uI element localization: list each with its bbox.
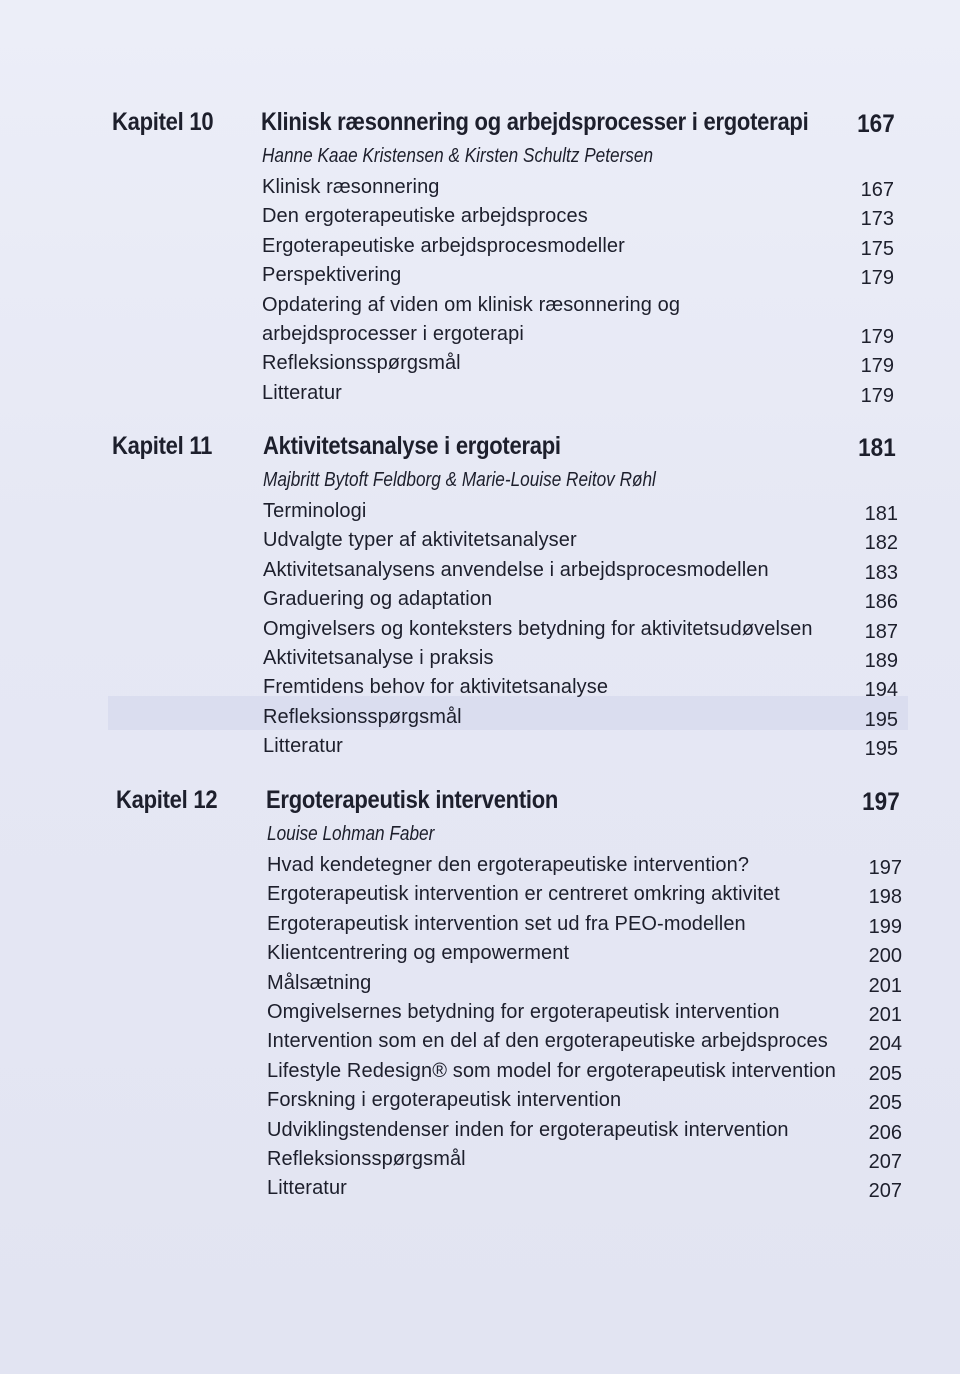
toc-entry bbox=[0, 523, 960, 555]
entry-page-number: 183 bbox=[864, 561, 898, 584]
chapter-title: Klinisk ræsonnering og arbejdsprocesser i ergoterapi bbox=[261, 108, 809, 136]
chapter-label: Kapitel 10 bbox=[112, 108, 214, 136]
entry-title: Litteratur bbox=[263, 735, 343, 758]
entry-page-number: 182 bbox=[864, 532, 898, 555]
toc-entry bbox=[0, 170, 960, 199]
toc-entry bbox=[0, 1054, 960, 1083]
entry-title: Omgivelsers og konteksters betydning for aktivitetsudøvelsen bbox=[263, 617, 813, 640]
entry-page-number: 198 bbox=[868, 886, 902, 909]
entry-title: Graduering og adaptation bbox=[263, 588, 493, 611]
entry-title: Opdatering af viden om klinisk ræsonnering og bbox=[262, 293, 681, 316]
entry-page-number: 204 bbox=[868, 1033, 902, 1056]
toc-entry bbox=[0, 670, 960, 702]
entry-page-number: 207 bbox=[868, 1180, 902, 1203]
entry-title: Perspektivering bbox=[262, 264, 402, 287]
entry-title: Ergoterapeutisk intervention er centreret omkring aktivitet bbox=[267, 883, 780, 906]
toc-entry bbox=[0, 376, 960, 405]
entry-title: Aktivitetsanalysens anvendelse i arbejdsprocesmodellen bbox=[263, 558, 769, 581]
entry-title: Fremtidens behov for aktivitetsanalyse bbox=[263, 676, 609, 699]
entry-page-number: 205 bbox=[868, 1062, 902, 1085]
entry-title: Refleksionsspørgsmål bbox=[263, 705, 462, 728]
toc-entry bbox=[0, 1024, 960, 1056]
entry-page-number: 179 bbox=[860, 355, 894, 378]
toc-entry bbox=[0, 288, 960, 317]
entry-title: Forskning i ergoterapeutisk intervention bbox=[267, 1089, 622, 1112]
entry-page-number: 195 bbox=[864, 708, 898, 731]
toc-entry bbox=[0, 907, 960, 936]
entry-page-number: 187 bbox=[864, 620, 898, 643]
toc-entry bbox=[0, 1113, 960, 1142]
entry-title: Udvalgte typer af aktivitetsanalyser bbox=[263, 529, 577, 552]
entry-page-number: 173 bbox=[860, 208, 894, 231]
chapter-authors: Hanne Kaae Kristensen & Kirsten Schultz Petersen bbox=[262, 145, 654, 167]
entry-page-number: 200 bbox=[868, 945, 902, 968]
entry-page-number: 199 bbox=[868, 915, 902, 938]
entry-title: arbejdsprocesser i ergoterapi bbox=[262, 322, 524, 345]
toc-entry bbox=[0, 494, 960, 523]
toc-entry bbox=[0, 848, 960, 877]
entry-page-number: 181 bbox=[864, 503, 898, 525]
entry-page-number: 195 bbox=[864, 738, 898, 761]
toc-entry bbox=[0, 612, 960, 641]
entry-title: Intervention som en del af den ergoterapeutiske arbejdsproces bbox=[267, 1030, 828, 1053]
toc-entry bbox=[0, 995, 960, 1024]
entry-title: Ergoterapeutiske arbejdsprocesmodeller bbox=[262, 234, 625, 257]
entry-title: Klientcentrering og empowerment bbox=[267, 942, 570, 965]
entry-title: Lifestyle Redesign® som model for ergoterapeutisk intervention bbox=[267, 1059, 837, 1082]
toc-entry bbox=[0, 317, 960, 346]
entry-page-number: 179 bbox=[860, 267, 894, 290]
chapter-label: Kapitel 12 bbox=[116, 786, 218, 814]
entry-page-number: 194 bbox=[864, 679, 898, 702]
toc-entry bbox=[0, 229, 960, 258]
chapter-title: Aktivitetsanalyse i ergoterapi bbox=[263, 432, 561, 460]
entry-page-number: 179 bbox=[860, 325, 894, 348]
toc-entry bbox=[0, 199, 960, 231]
toc-entry bbox=[0, 641, 960, 670]
entry-title: Udviklingstendenser inden for ergoterapeutisk intervention bbox=[267, 1118, 789, 1141]
entry-page-number: 201 bbox=[868, 974, 902, 997]
chapter-page-number: 197 bbox=[862, 788, 900, 816]
entry-page-number: 205 bbox=[868, 1092, 902, 1115]
entry-title: Aktivitetsanalyse i praksis bbox=[263, 646, 494, 669]
entry-title: Refleksionsspørgsmål bbox=[267, 1147, 466, 1170]
entry-page-number: 189 bbox=[864, 649, 898, 672]
entry-page-number: 197 bbox=[868, 857, 902, 879]
chapter-page-number: 181 bbox=[858, 434, 896, 462]
toc-entry bbox=[0, 700, 960, 729]
entry-title: Målsætning bbox=[267, 971, 372, 994]
chapter-label: Kapitel 11 bbox=[112, 432, 213, 460]
entry-title: Omgivelsernes betydning for ergoterapeutisk intervention bbox=[267, 1000, 780, 1023]
chapter-title: Ergoterapeutisk intervention bbox=[266, 786, 559, 814]
chapter-authors: Majbritt Bytoft Feldborg & Marie-Louise Reitov Røhl bbox=[263, 469, 656, 491]
toc-entry bbox=[0, 966, 960, 995]
toc-entry bbox=[0, 877, 960, 909]
entry-title: Ergoterapeutisk intervention set ud fra PEO-modellen bbox=[267, 912, 746, 935]
entry-page-number: 175 bbox=[860, 237, 894, 260]
toc-entry bbox=[0, 258, 960, 290]
entry-page-number: 207 bbox=[868, 1150, 902, 1173]
entry-title: Litteratur bbox=[262, 381, 342, 404]
entry-page-number: 186 bbox=[864, 591, 898, 614]
chapter-authors: Louise Lohman Faber bbox=[267, 823, 435, 845]
entry-page-number: 201 bbox=[868, 1003, 902, 1026]
chapter-entries bbox=[0, 494, 960, 759]
toc-entry bbox=[0, 582, 960, 614]
entry-title: Den ergoterapeutiske arbejdsproces bbox=[262, 205, 588, 228]
toc-entry bbox=[0, 1142, 960, 1171]
entry-page-number: 167 bbox=[860, 179, 894, 201]
toc-entry bbox=[0, 936, 960, 968]
entry-title: Klinisk ræsonnering bbox=[262, 176, 440, 198]
entry-title: Terminologi bbox=[263, 500, 367, 522]
entry-title: Hvad kendetegner den ergoterapeutiske intervention? bbox=[267, 854, 750, 876]
toc-entry bbox=[0, 553, 960, 582]
toc-entry bbox=[0, 1171, 960, 1203]
entry-title: Refleksionsspørgsmål bbox=[262, 352, 461, 375]
toc-entry bbox=[0, 1083, 960, 1115]
toc-entry bbox=[0, 729, 960, 761]
entry-page-number: 179 bbox=[860, 384, 894, 407]
entry-title: Litteratur bbox=[267, 1177, 347, 1200]
chapter-entries bbox=[0, 848, 960, 1201]
chapter-entries bbox=[0, 170, 960, 405]
entry-page-number: 206 bbox=[868, 1121, 902, 1144]
toc-entry bbox=[0, 346, 960, 378]
chapter-page-number: 167 bbox=[857, 110, 895, 138]
